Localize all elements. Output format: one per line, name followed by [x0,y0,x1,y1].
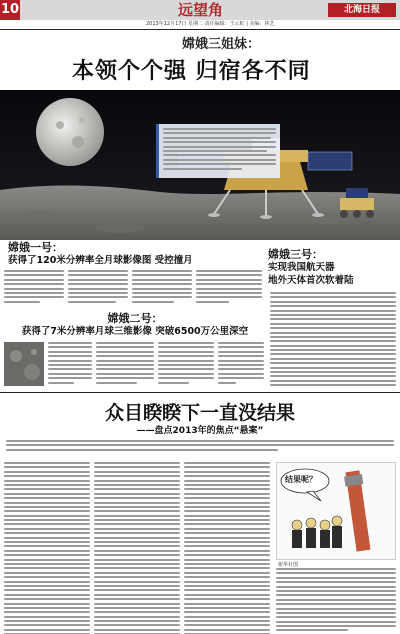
bottom-intro-text [6,440,394,456]
chang3-subtitle-2: 地外天体首次软着陆 [268,275,354,286]
masthead-rule [0,29,400,30]
bottom-column-3 [184,462,270,634]
chang1-title: 嫦娥一号： [8,241,63,254]
chang3-heading [268,248,394,287]
chang1-heading [8,241,222,267]
chang3-column [270,292,396,388]
chang2-column-1 [48,342,92,388]
chang1-subtitle: 获得了120米分辨率全月球影像图 受控撞月 [8,255,193,266]
editorial-cartoon [276,462,396,560]
chang2-subtitle: 获得了7米分辨率月球三维影像 突破6500万公里深空 [21,326,249,337]
intro-callout [156,124,280,178]
page-number: 10 [0,0,20,20]
column-name: 远望角 [178,1,224,19]
bottom-column-2 [94,462,180,634]
intro-text-lines [163,128,276,172]
top-story-kicker: 嫦娥三姐妹： [182,37,261,52]
chang1-column-3 [132,270,192,306]
bottom-story-subheadline: ——盘点2013年的焦点“悬案” [136,426,264,436]
chang3-subtitle-1: 实现我国航天器 [268,262,335,273]
chang2-column-3 [158,342,214,388]
cartoon-credit: 新华社图 [278,562,299,568]
bottom-story-headline: 众目睽睽下一直没结果 [104,402,295,424]
section-divider [0,392,400,393]
dateline: 2013年12月17日 星期二 责任编辑：王云虹 | 美编：林艺 [146,21,275,27]
chang2-column-2 [96,342,154,388]
chang1-column-4 [196,270,262,306]
cartoon-speech-bubble: 结果呢？ [285,475,317,484]
top-story-headline: 本领个个强 归宿各不同 [72,59,311,84]
chang2-column-4 [218,342,264,388]
moon-surface-thumbnail [4,342,44,386]
chang1-column-1 [4,270,64,306]
chang2-photo [4,342,44,386]
paper-name: 北海日报 [328,3,396,17]
chang2-title: 嫦娥二号： [107,312,163,325]
bottom-column-1 [4,462,90,634]
chang3-title: 嫦娥三号： [268,248,323,261]
chang1-column-2 [68,270,128,306]
bottom-column-4 [276,568,396,632]
chang2-heading [8,312,262,338]
